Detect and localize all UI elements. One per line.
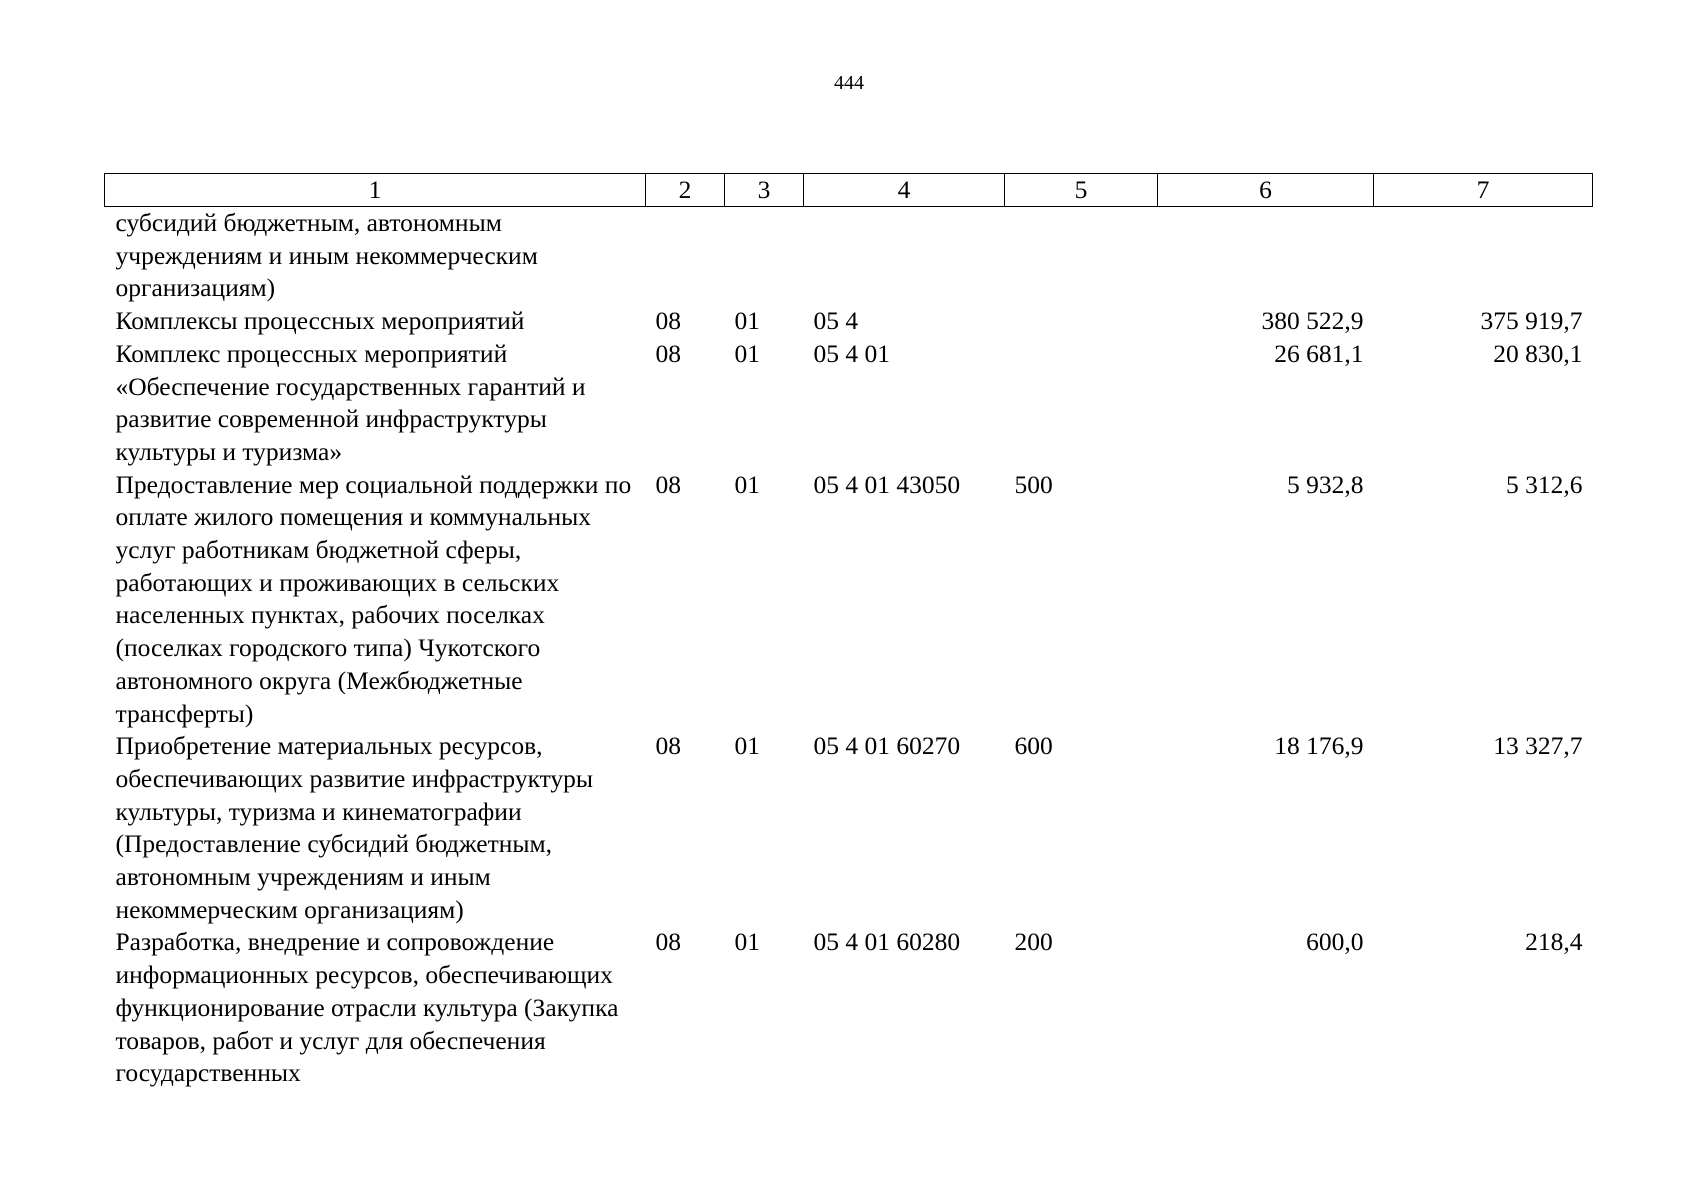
row-amount-col7: 218,4 xyxy=(1525,927,1583,957)
header-cell-3: 3 xyxy=(725,174,804,207)
row-subsection: 01 xyxy=(734,731,760,761)
row-section: 08 xyxy=(655,927,681,957)
table-row xyxy=(105,305,1593,338)
row-name: Комплексы процессных мероприятий xyxy=(115,306,525,336)
table-header-row xyxy=(105,174,1593,207)
row-expense-type: 500 xyxy=(1014,469,1053,499)
row-amount-col7: 375 919,7 xyxy=(1480,306,1583,336)
row-section: 08 xyxy=(655,731,681,761)
row-target-article xyxy=(804,207,1005,306)
row-name: субсидий бюджетным, автономным учреждениям и иным некоммерческим организациям) xyxy=(115,208,538,303)
row-subsection: 01 xyxy=(734,469,760,499)
table-row xyxy=(105,926,1593,1090)
row-amount-col7 xyxy=(1374,207,1593,306)
row-target-article: 05 4 01 43050 xyxy=(813,469,961,499)
row-section: 08 xyxy=(655,306,681,336)
row-amount-col6: 18 176,9 xyxy=(1274,731,1364,761)
row-amount-col6 xyxy=(1158,207,1374,306)
header-cell-5: 5 xyxy=(1005,174,1158,207)
row-amount-col7: 13 327,7 xyxy=(1493,731,1583,761)
row-amount-col6: 380 522,9 xyxy=(1261,306,1364,336)
row-name: Предоставление мер социальной поддержки по оплате жилого помещения и коммунальных услуг работникам бюджетной сферы, работающих и проживающих в сельских населенных пунктах, рабочих поселках (поселках городского типа) Чукотского автономного округа (Межбюджетные трансферты) xyxy=(115,469,632,728)
table-row xyxy=(105,730,1593,926)
row-section xyxy=(646,207,725,306)
row-target-article: 05 4 01 xyxy=(813,338,890,368)
row-section: 08 xyxy=(655,469,681,499)
row-expense-type: 200 xyxy=(1014,927,1053,957)
header-cell-2: 2 xyxy=(646,174,725,207)
row-subsection xyxy=(725,207,804,306)
page-number: 444 xyxy=(834,72,864,94)
header-cell-7: 7 xyxy=(1374,174,1593,207)
row-target-article: 05 4 01 60280 xyxy=(813,927,961,957)
header-cell-4: 4 xyxy=(804,174,1005,207)
row-name: Комплекс процессных мероприятий «Обеспечение государственных гарантий и развитие современной инфраструктуры культуры и туризма» xyxy=(115,338,586,466)
table-row xyxy=(105,338,1593,469)
row-expense-type: 600 xyxy=(1014,731,1053,761)
row-amount-col6: 5 932,8 xyxy=(1287,469,1364,499)
row-section: 08 xyxy=(655,338,681,368)
table-row xyxy=(105,469,1593,731)
row-amount-col7: 5 312,6 xyxy=(1506,469,1583,499)
row-expense-type xyxy=(1005,207,1158,306)
row-target-article: 05 4 xyxy=(813,306,859,336)
row-subsection: 01 xyxy=(734,306,760,336)
row-subsection: 01 xyxy=(734,927,760,957)
row-expense-type xyxy=(1005,305,1158,338)
row-amount-col6: 600,0 xyxy=(1306,927,1364,957)
row-name: Приобретение материальных ресурсов, обеспечивающих развитие инфраструктуры культуры, туризма и кинематографии (Предоставление субсидий бюджетным, автономным учреждениям и иным некоммерческим организациям) xyxy=(115,731,594,924)
row-subsection: 01 xyxy=(734,338,760,368)
row-target-article: 05 4 01 60270 xyxy=(813,731,961,761)
header-cell-6: 6 xyxy=(1158,174,1374,207)
row-expense-type xyxy=(1005,338,1158,469)
table-row xyxy=(105,207,1593,306)
row-name: Разработка, внедрение и сопровождение информационных ресурсов, обеспечивающих функционирование отрасли культура (Закупка товаров, работ и услуг для обеспечения государственных xyxy=(115,927,619,1088)
budget-table xyxy=(104,173,1593,1090)
row-amount-col7: 20 830,1 xyxy=(1493,338,1583,368)
row-amount-col6: 26 681,1 xyxy=(1274,338,1364,368)
header-cell-1: 1 xyxy=(105,174,646,207)
